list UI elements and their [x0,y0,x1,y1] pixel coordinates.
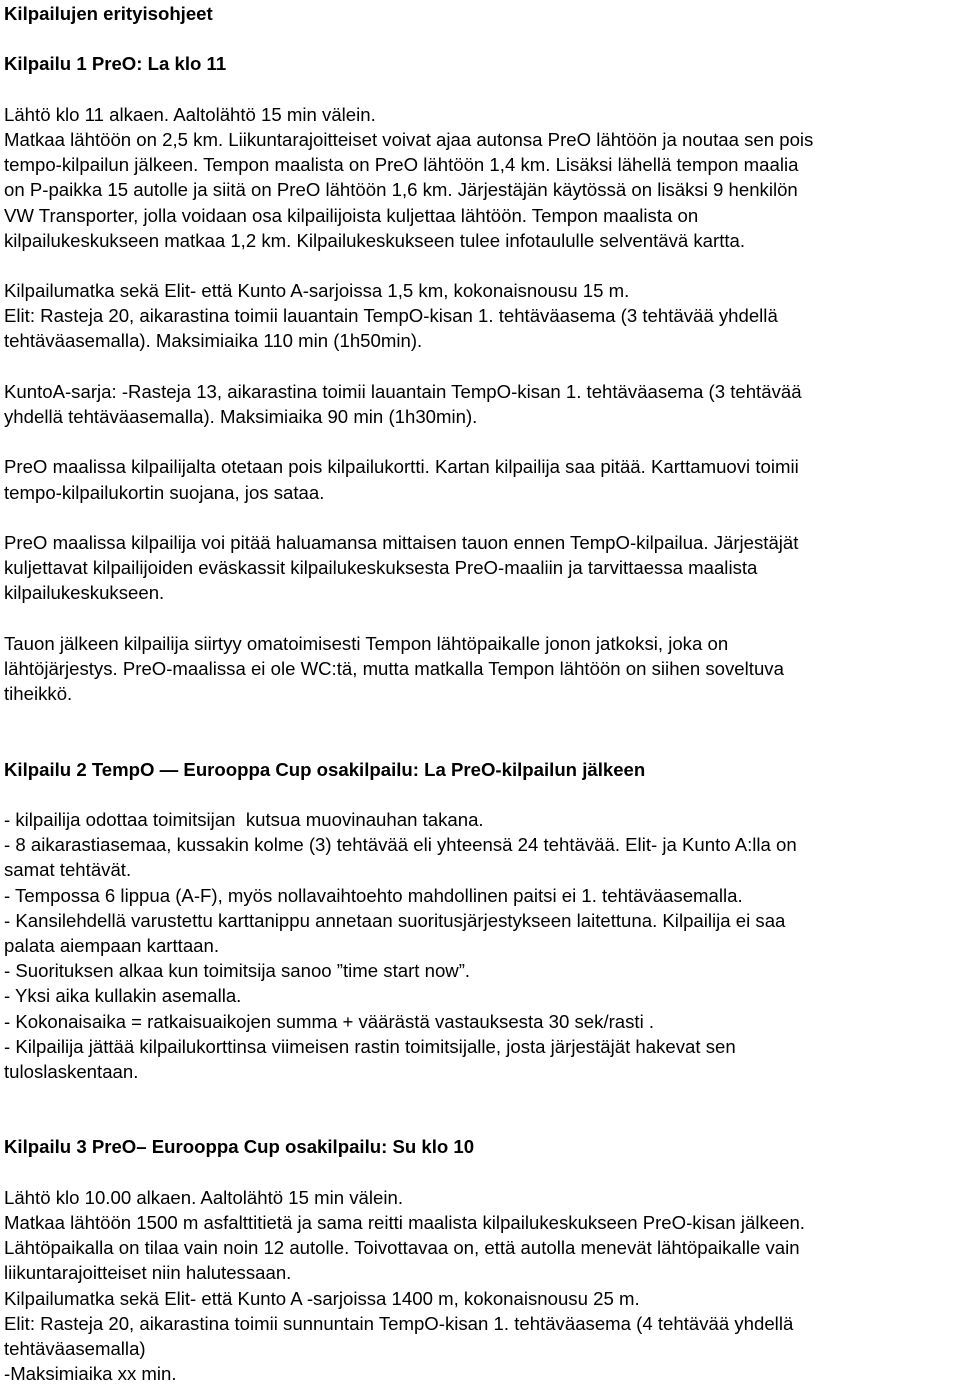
spacer [4,26,960,51]
list-item: - Kokonaisaika = ratkaisuaikojen summa + väärästä vastauksesta 30 sek/rasti . [4,1010,655,1032]
text-line: tehtäväasemalla). Maksimiaika 110 min (1h50min). [4,330,423,352]
spacer [4,429,960,454]
list-item: - Kilpailija jättää kilpailukorttinsa viimeisen rastin toimitsijalle, josta järjestäjät hakevat sen [4,1035,736,1057]
text-line: Lähtö klo 10.00 alkaen. Aaltolähtö 15 min välein. [4,1186,404,1208]
list-item: palata aiempaan karttaan. [4,934,220,956]
text-line: -Maksimiaika xx min. [4,1363,177,1385]
text-line: Elit: Rasteja 20, aikarastina toimii lauantain TempO-kisan 1. tehtäväasema (3 tehtävää yhdellä [4,305,778,327]
race2-heading: Kilpailu 2 TempO — Eurooppa Cup osakilpailu: La PreO-kilpailun jälkeen [4,758,646,780]
race1-paragraph-1 [4,102,960,253]
text-line: kilpailukeskukseen matkaa 1,2 km. Kilpailukeskukseen tulee infotaululle selventävä kartta. [4,229,746,251]
text-line: Lähtöpaikalla on tilaa vain noin 12 autolle. Toivottavaa on, että autolla menevät lähtöpaikalle vain [4,1237,800,1259]
list-item: - Tempossa 6 lippua (A-F), myös nollavaihtoehto mahdollinen paitsi ei 1. tehtäväasemalla. [4,884,743,906]
text-line: Kilpailumatka sekä Elit- että Kunto A-sarjoissa 1,5 km, kokonaisnousu 15 m. [4,280,630,302]
spacer [4,77,960,102]
text-line: Elit: Rasteja 20, aikarastina toimii sunnuntain TempO-kisan 1. tehtäväasema (4 tehtävää yhdellä [4,1312,794,1334]
list-item: - 8 aikarastiasemaa, kussakin kolme (3) tehtävää eli yhteensä 24 tehtävää. Elit- ja Kunto A:lla on [4,834,797,856]
document-title: Kilpailujen erityisohjeet [4,3,213,24]
spacer [4,1160,960,1185]
text-line: liikuntarajoitteiset niin halutessaan. [4,1262,292,1284]
race2-list [4,807,960,1084]
race1-heading: Kilpailu 1 PreO: La klo 11 [4,53,227,75]
list-item: - kilpailija odottaa toimitsijan kutsua muovinauhan takana. [4,809,484,830]
text-line: on P-paikka 15 autolle ja siitä on PreO lähtöön 1,6 km. Järjestäjän käytössä on lisäksi 9 henkilön [4,179,798,201]
spacer [4,706,960,731]
race3-paragraph [4,1185,960,1386]
spacer [4,253,960,278]
text-line: tehtäväasemalla) [4,1337,146,1359]
list-item: tuloslaskentaan. [4,1060,139,1082]
spacer [4,1109,960,1134]
text-line: tempo-kilpailukortin suojana, jos sataa. [4,481,325,503]
spacer [4,731,960,756]
text-line: PreO maalissa kilpailijalta otetaan pois kilpailukortti. Kartan kilpailija saa pitää. Karttamuovi toimii [4,456,799,478]
text-line: Matkaa lähtöön on 2,5 km. Liikuntarajoitteiset voivat ajaa autonsa PreO lähtöön ja noutaa sen pois [4,128,814,150]
text-line: PreO maalissa kilpailija voi pitää haluamansa mittaisen tauon ennen TempO-kilpailua. Järjestäjät [4,531,799,553]
race1-paragraph-6 [4,631,960,707]
race1-paragraph-3 [4,379,960,429]
list-item: - Suorituksen alkaa kun toimitsija sanoo ”time start now”. [4,960,471,982]
text-line: VW Transporter, jolla voidaan osa kilpailijoista kuljettaa lähtöön. Tempon maalista on [4,204,699,226]
list-item: - Kansilehdellä varustettu karttanippu annetaan suoritusjärjestykseen laitettuna. Kilpailija ei saa [4,909,786,931]
text-line: tiheikkö. [4,683,73,705]
text-line: lähtöjärjestys. PreO-maalissa ei ole WC:tä, mutta matkalla Tempon lähtöön on siihen soveltuva [4,657,784,679]
text-line: Tauon jälkeen kilpailija siirtyy omatoimisesti Tempon lähtöpaikalle jonon jatkoksi, joka on [4,632,729,654]
text-line: Kilpailumatka sekä Elit- että Kunto A -sarjoissa 1400 m, kokonaisnousu 25 m. [4,1287,640,1309]
text-line: tempo-kilpailun jälkeen. Tempon maalista on PreO lähtöön 1,4 km. Lisäksi lähellä tempon maalia [4,154,799,176]
text-line: Lähtö klo 11 alkaen. Aaltolähtö 15 min välein. [4,103,376,125]
text-line: Matkaa lähtöön 1500 m asfalttitietä ja sama reitti maalista kilpailukeskukseen PreO-kisan jälkeen. [4,1212,805,1233]
race3-heading: Kilpailu 3 PreO– Eurooppa Cup osakilpailu: Su klo 10 [4,1136,475,1158]
race1-paragraph-4 [4,454,960,504]
text-line: KuntoA-sarja: -Rasteja 13, aikarastina toimii lauantain TempO-kisan 1. tehtäväasema (3 tehtävää [4,380,802,402]
spacer [4,606,960,631]
spacer [4,505,960,530]
spacer [4,1084,960,1109]
text-line: kuljettavat kilpailijoiden eväskassit kilpailukeskuksesta PreO-maaliin ja tarvittaessa maalista [4,557,758,579]
text-line: yhdellä tehtäväasemalla). Maksimiaika 90 min (1h30min). [4,406,478,427]
list-item: samat tehtävät. [4,859,132,881]
race1-paragraph-5 [4,530,960,606]
race1-paragraph-2 [4,278,960,354]
spacer [4,782,960,807]
list-item: - Yksi aika kullakin asemalla. [4,985,242,1007]
spacer [4,354,960,379]
text-line: kilpailukeskukseen. [4,582,165,604]
